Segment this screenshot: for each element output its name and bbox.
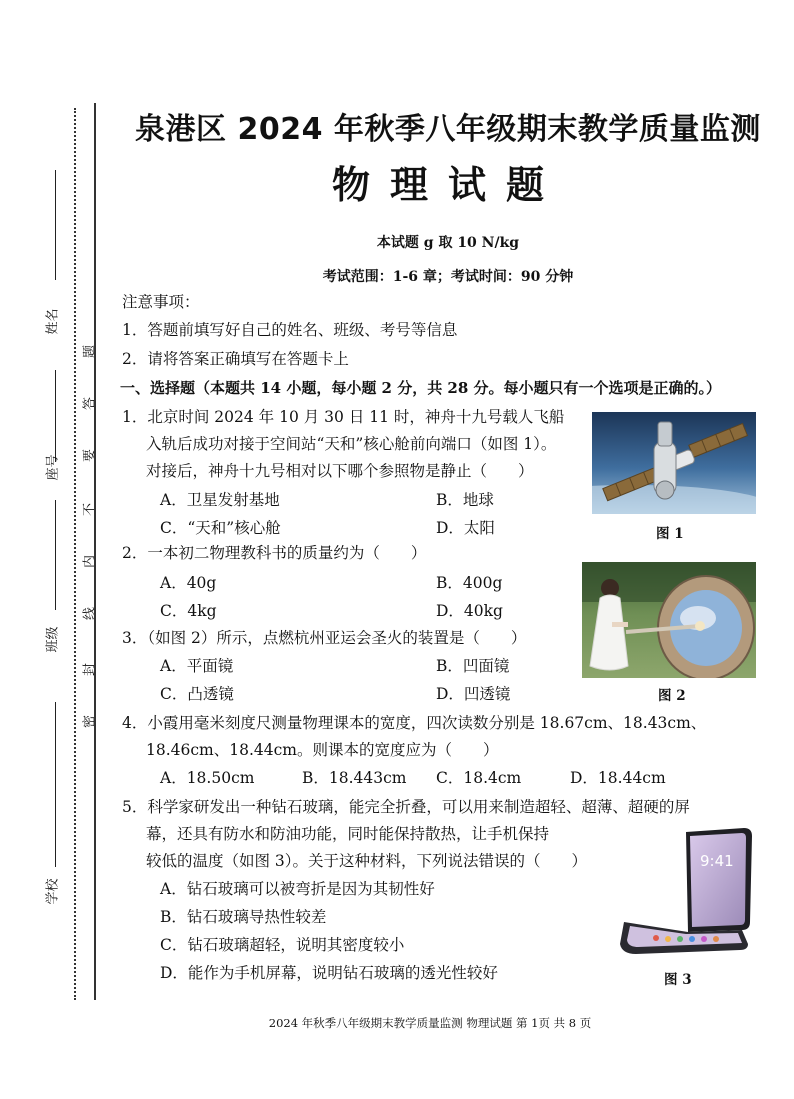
- question-3-line: 3．（如图 2）所示，点燃杭州亚运会圣火的装置是（ ）: [122, 629, 527, 647]
- q3-option-c: C．凸透镜: [160, 685, 234, 703]
- question-4-line: 18.46cm、18.44cm。则课本的宽度应为（ ）: [146, 741, 499, 759]
- figure-1-space-station: [592, 412, 756, 514]
- space-station-illustration: [592, 412, 756, 514]
- q1-option-b: B．地球: [436, 491, 494, 509]
- question-2-line: 2．一本初二物理教科书的质量约为（ ）: [122, 544, 427, 562]
- question-4-line: 4．小霞用毫米刻度尺测量物理课本的宽度，四次读数分别是 18.67cm、18.43cm、: [122, 714, 707, 732]
- seal-char: 封: [82, 663, 98, 677]
- page-footer: 2024 年秋季八年级期末教学质量监测 物理试题 第 1页 共 8 页: [268, 1016, 592, 1030]
- figure-3-caption: 图 3: [664, 972, 692, 988]
- binding-border: [94, 103, 96, 1000]
- figure-2-caption: 图 2: [658, 688, 686, 704]
- question-5-line: 幕，还具有防水和防油功能，同时能保持散热，让手机保持: [146, 825, 550, 843]
- question-5-line: 5．科学家研发出一种钻石玻璃，能完全折叠，可以用来制造超轻、超薄、超硬的屏: [122, 798, 690, 816]
- name-label: 姓名: [45, 308, 61, 335]
- school-line: [55, 702, 56, 867]
- seal-char: 密: [82, 715, 98, 729]
- dotted-seal-line: [74, 108, 76, 1000]
- question-5-line: 较低的温度（如图 3）。关于这种材料，下列说法错误的（ ）: [146, 852, 588, 870]
- q3-option-b: B．凹面镜: [436, 657, 510, 675]
- question-1-line: 1．北京时间 2024 年 10 月 30 日 11 时，神舟十九号载人飞船: [122, 408, 565, 426]
- seat-line: [55, 370, 56, 462]
- q3-option-d: D．凹透镜: [436, 685, 511, 703]
- seal-char: 内: [82, 555, 98, 569]
- g-value-note: 本试题 g 取 10 N/kg: [376, 235, 520, 251]
- q5-option-b: B．钻石玻璃导热性较差: [160, 908, 327, 926]
- q2-option-c: C．4kg: [160, 602, 217, 620]
- seat-label: 座号: [45, 454, 61, 481]
- seal-char: 线: [82, 607, 98, 621]
- q4-option-d: D．18.44cm: [570, 769, 666, 787]
- q1-option-d: D．太阳: [436, 519, 495, 537]
- class-line: [55, 500, 56, 610]
- q4-option-a: A．18.50cm: [160, 769, 255, 787]
- torch-lighting-illustration: [582, 562, 756, 678]
- figure-1-caption: 图 1: [656, 526, 684, 542]
- q1-option-a: A．卫星发射基地: [160, 491, 280, 509]
- section-heading: 一、选择题（本题共 14 小题，每小题 2 分，共 28 分。每小题只有一个选项是正确的。）: [120, 379, 722, 397]
- q5-option-d: D．能作为手机屏幕，说明钻石玻璃的透光性较好: [160, 964, 498, 982]
- q5-option-a: A．钻石玻璃可以被弯折是因为其韧性好: [160, 880, 435, 898]
- seal-char: 答: [82, 397, 98, 411]
- q5-option-c: C．钻石玻璃超轻，说明其密度较小: [160, 936, 405, 954]
- phone-clock: 9:41: [700, 852, 734, 870]
- q2-option-a: A．40g: [160, 574, 217, 592]
- foldable-phone-illustration: [616, 826, 756, 964]
- notes-heading: 注意事项：: [122, 293, 200, 311]
- seal-char: 题: [82, 345, 98, 359]
- school-label: 学校: [45, 878, 61, 905]
- q1-option-c: C．“天和”核心舱: [160, 519, 281, 537]
- q3-option-a: A．平面镜: [160, 657, 234, 675]
- class-label: 班级: [45, 626, 61, 653]
- exam-scope: 考试范围：1-6 章；考试时间：90 分钟: [322, 269, 574, 285]
- q4-option-b: B．18.443cm: [302, 769, 407, 787]
- q4-option-c: C．18.4cm: [436, 769, 522, 787]
- note-item: 1．答题前填写好自己的姓名、班级、考号等信息: [122, 321, 458, 339]
- binding-margin: [0, 0, 110, 1099]
- seal-char: 要: [82, 449, 98, 463]
- question-1-line: 入轨后成功对接于空间站“天和”核心舱前向端口（如图 1）。: [146, 435, 557, 453]
- name-line: [55, 170, 56, 280]
- note-item: 2．请将答案正确填写在答题卡上: [122, 350, 349, 368]
- figure-2-torch-lighting: [582, 562, 756, 678]
- question-1-line: 对接后，神舟十九号相对以下哪个参照物是静止（ ）: [146, 462, 534, 480]
- figure-3-foldable-phone: [616, 826, 756, 964]
- q2-option-b: B．400g: [436, 574, 503, 592]
- exam-title: 泉港区 2024 年秋季八年级期末教学质量监测: [135, 112, 761, 147]
- q2-option-d: D．40kg: [436, 602, 503, 620]
- exam-subtitle: 物理试题: [331, 162, 564, 207]
- seal-char: 不: [82, 503, 98, 517]
